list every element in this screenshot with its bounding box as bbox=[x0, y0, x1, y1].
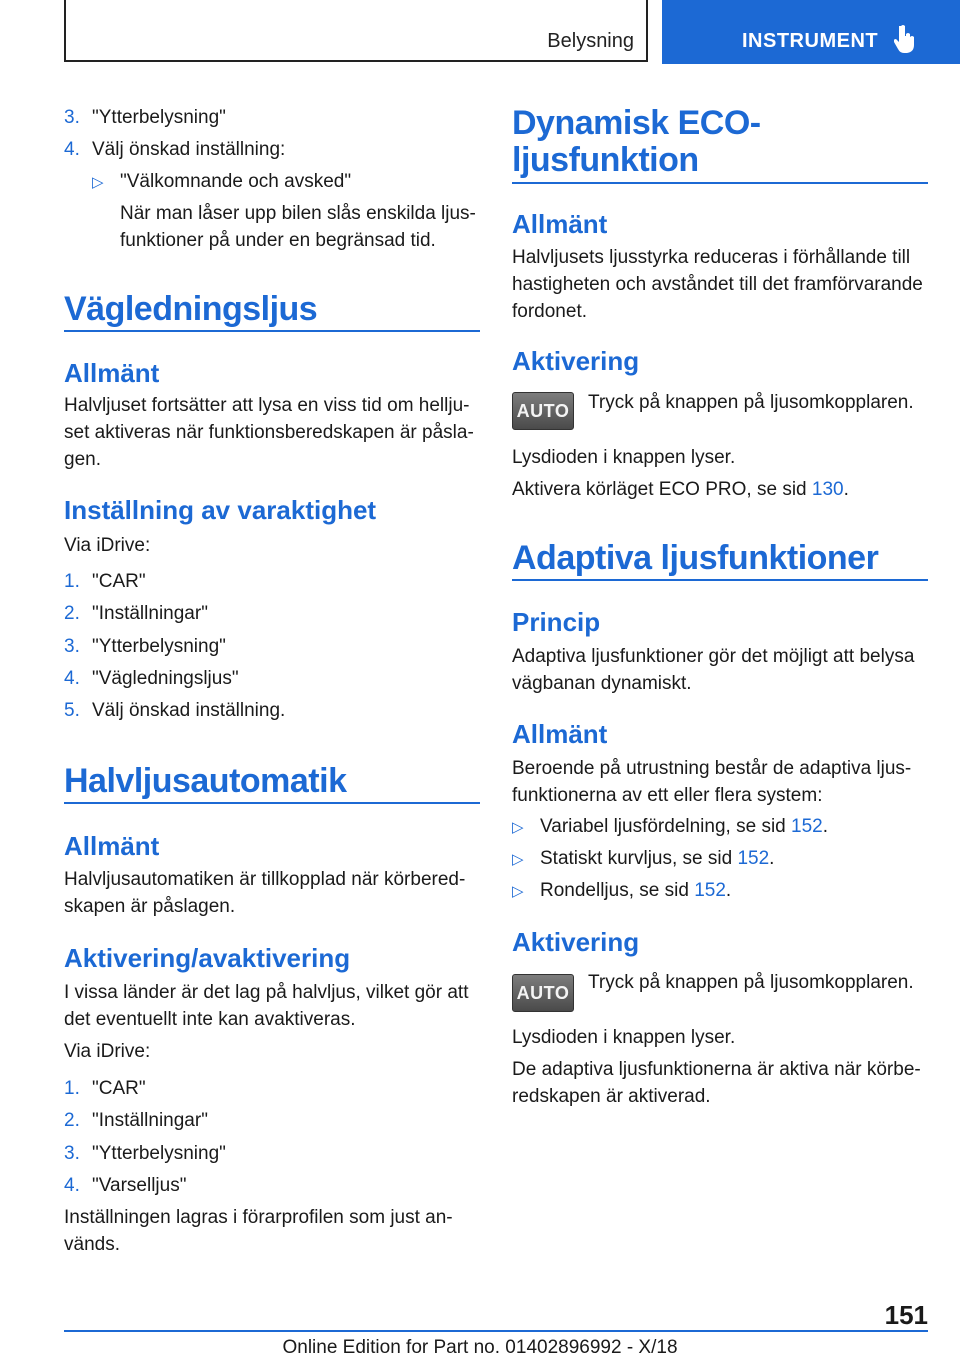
triangle-bullet-icon: ▷ bbox=[512, 819, 524, 836]
list-text: Rondelljus, se sid bbox=[540, 880, 695, 901]
paragraph-line: Beroende på utrustning består de adaptiva ljus- bbox=[512, 758, 912, 779]
text: . bbox=[769, 848, 775, 869]
header-section-label: Belysning bbox=[547, 30, 634, 52]
paragraph-line: hastigheten och avståndet till det framförvarande bbox=[512, 274, 923, 295]
heading-vagledningsljus: Vägledningsljus bbox=[64, 290, 318, 328]
list-number: 5. bbox=[64, 700, 80, 721]
list-text: "Välkomnande och avsked" bbox=[120, 171, 352, 192]
text: . bbox=[725, 880, 732, 901]
list-item bbox=[64, 665, 239, 692]
subheading-aktivering: Aktivering bbox=[512, 927, 640, 957]
paragraph-line: fordonet. bbox=[512, 301, 587, 322]
auto-button-icon: AUTO bbox=[512, 392, 574, 430]
list-number: 4. bbox=[64, 1175, 80, 1196]
list-text: "CAR" bbox=[92, 1078, 146, 1099]
list-text: Välj önskad inställning. bbox=[92, 700, 286, 721]
list-item bbox=[64, 1107, 208, 1134]
page-number: 151 bbox=[884, 1300, 928, 1330]
paragraph-line: det eventuellt inte kan avaktiveras. bbox=[64, 1009, 356, 1030]
triangle-bullet-icon: ▷ bbox=[512, 883, 524, 900]
subheading-allmant: Allmänt bbox=[512, 719, 608, 749]
list-item bbox=[64, 104, 226, 131]
text: Aktivera körläget ECO PRO, se sid bbox=[512, 479, 812, 500]
heading-rule bbox=[512, 182, 928, 184]
list-item bbox=[64, 1172, 186, 1199]
paragraph-line: Tryck på knappen på ljusomkopplaren. bbox=[588, 972, 914, 993]
paragraph-line: redskapen är aktiverad. bbox=[512, 1086, 711, 1107]
triangle-bullet-icon: ▷ bbox=[92, 174, 104, 191]
paragraph-line: Halvljuset fortsätter att lysa en viss tid om hellju- bbox=[64, 395, 470, 416]
page-link[interactable]: 152 bbox=[737, 848, 770, 869]
paragraph-line: Lysdioden i knappen lyser. bbox=[512, 447, 736, 468]
heading-rule bbox=[64, 802, 480, 804]
paragraph-line: vänds. bbox=[64, 1234, 120, 1255]
list-text: Variabel ljusfördelning, se sid bbox=[540, 816, 792, 837]
header-chapter-label: INSTRUMENT bbox=[742, 30, 879, 52]
paragraph-line: Lysdioden i knappen lyser. bbox=[512, 1027, 736, 1048]
list-item bbox=[64, 600, 208, 627]
sub-text-line: När man låser upp bilen slås enskilda ljus- bbox=[120, 203, 476, 224]
paragraph-line: vägbanan dynamiskt. bbox=[512, 673, 692, 694]
paragraph-line: Via iDrive: bbox=[64, 1041, 151, 1062]
paragraph-line: I vissa länder är det lag på halvljus, vilket gör att bbox=[64, 982, 469, 1003]
paragraph-line: gen. bbox=[64, 449, 101, 470]
heading-adaptiva: Adaptiva ljusfunktioner bbox=[512, 539, 879, 577]
list-item bbox=[64, 136, 285, 163]
paragraph-line: Inställningen lagras i förarprofilen som just an- bbox=[64, 1207, 453, 1228]
list-text: "Vägledningsljus" bbox=[92, 668, 239, 689]
list-number: 2. bbox=[64, 603, 80, 624]
list-number: 4. bbox=[64, 139, 80, 160]
subheading-princip: Princip bbox=[512, 607, 601, 637]
list-item bbox=[64, 568, 146, 595]
list-number: 3. bbox=[64, 107, 80, 128]
list-number: 4. bbox=[64, 668, 80, 689]
text: . bbox=[822, 816, 828, 837]
hand-pointer-icon bbox=[894, 24, 916, 54]
list-text: "Varselljus" bbox=[92, 1175, 187, 1196]
list-item bbox=[64, 1075, 146, 1102]
list-number: 2. bbox=[64, 1110, 80, 1131]
list-text: "Inställningar" bbox=[92, 1110, 208, 1131]
auto-button-icon: AUTO bbox=[512, 974, 574, 1012]
subheading-aktivering: Aktivering/avaktivering bbox=[64, 943, 351, 973]
paragraph-line: Tryck på knappen på ljusomkopplaren. bbox=[588, 392, 914, 413]
list-text: "Ytterbelysning" bbox=[92, 1143, 226, 1164]
list-item bbox=[512, 845, 774, 873]
paragraph-line: Adaptiva ljusfunktioner gör det möjligt att belysa bbox=[512, 646, 915, 667]
page-link[interactable]: 152 bbox=[694, 880, 726, 901]
paragraph-line: Via iDrive: bbox=[64, 535, 151, 556]
page-link[interactable]: 152 bbox=[791, 816, 823, 837]
heading-eco-line-1: Dynamisk ECO- bbox=[512, 104, 761, 142]
paragraph-line: De adaptiva ljusfunktionerna är aktiva när körbe- bbox=[512, 1059, 921, 1080]
paragraph-line: Halvljusets ljusstyrka reduceras i förhållande till bbox=[512, 247, 911, 268]
sub-list-item bbox=[92, 168, 351, 196]
sub-text-line: funktioner på under en begränsad tid. bbox=[120, 230, 436, 251]
paragraph-line bbox=[512, 476, 849, 503]
list-item bbox=[512, 813, 828, 841]
list-item bbox=[64, 1140, 226, 1167]
text: . bbox=[843, 479, 849, 500]
list-text: "Ytterbelysning" bbox=[92, 107, 226, 128]
list-number: 1. bbox=[64, 571, 80, 592]
list-number: 1. bbox=[64, 1078, 80, 1099]
paragraph-line: funktionerna av ett eller flera system: bbox=[512, 785, 823, 806]
header-section-tab[interactable] bbox=[64, 0, 648, 62]
subheading-allmant: Allmänt bbox=[64, 358, 160, 388]
header-chapter-tab[interactable] bbox=[662, 0, 960, 64]
heading-eco-line-2: ljusfunktion bbox=[512, 141, 699, 179]
subheading-allmant: Allmänt bbox=[512, 209, 608, 239]
footer-rule bbox=[64, 1330, 928, 1332]
list-text: Välj önskad inställning: bbox=[92, 139, 286, 160]
paragraph-line: set aktiveras när funktionsberedskapen är påsla- bbox=[64, 422, 474, 443]
page-link[interactable]: 130 bbox=[811, 479, 844, 500]
heading-rule bbox=[512, 579, 928, 581]
subheading-aktivering: Aktivering bbox=[512, 346, 640, 376]
list-text: "Ytterbelysning" bbox=[92, 636, 226, 657]
heading-rule bbox=[64, 330, 480, 332]
paragraph-line: skapen är påslagen. bbox=[64, 896, 236, 917]
list-item bbox=[512, 877, 731, 905]
subheading-allmant: Allmänt bbox=[64, 831, 160, 861]
triangle-bullet-icon: ▷ bbox=[512, 851, 524, 868]
paragraph-line: Halvljusautomatiken är tillkopplad när körbered- bbox=[64, 869, 466, 890]
list-number: 3. bbox=[64, 636, 80, 657]
list-number: 3. bbox=[64, 1143, 80, 1164]
list-item bbox=[64, 697, 285, 724]
list-item bbox=[64, 633, 226, 660]
list-text: "Inställningar" bbox=[92, 603, 208, 624]
list-text: "CAR" bbox=[92, 571, 146, 592]
heading-halvljusautomatik: Halvljusautomatik bbox=[64, 762, 347, 800]
list-text: Statiskt kurvljus, se sid bbox=[540, 848, 738, 869]
footer-edition: Online Edition for Part no. 01402896992 - X/18 bbox=[282, 1337, 678, 1358]
subheading-installning: Inställning av varaktighet bbox=[64, 495, 377, 525]
